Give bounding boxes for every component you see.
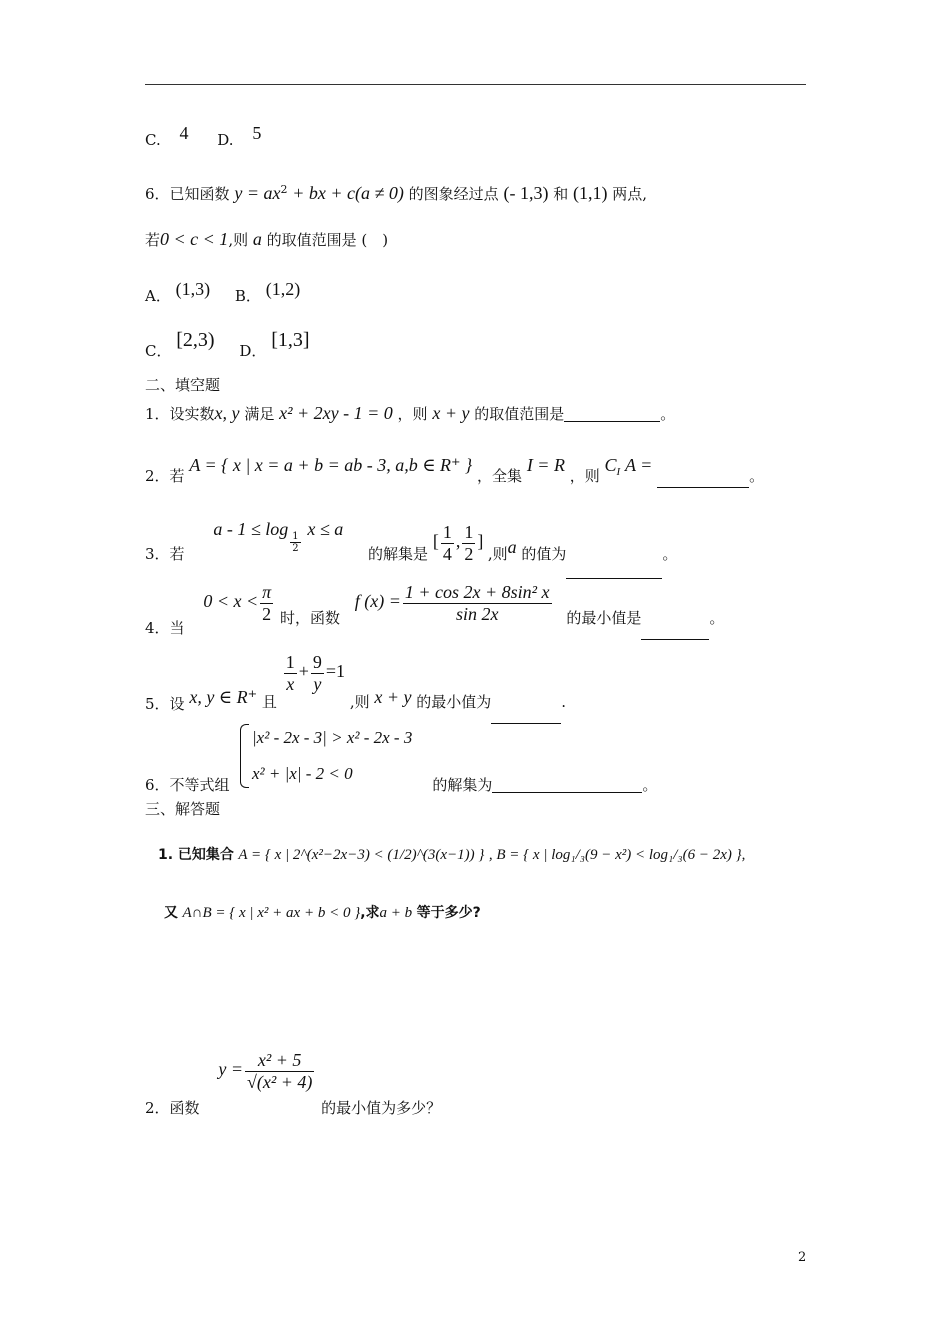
f4-suffix: 的最小值是 xyxy=(566,609,642,628)
f4-pi-num: π xyxy=(262,582,272,602)
options-row-prev xyxy=(145,123,262,149)
q6-option-b: (1,2) xyxy=(265,279,301,299)
q6-suffix: 两点, xyxy=(612,185,648,203)
q6-cond-mid: ,则 xyxy=(228,231,249,249)
fill-question-5 xyxy=(145,652,567,714)
f1-equation: x² + 2xy - 1 = 0 xyxy=(279,403,393,423)
q6-function-rest: + bx + c(a ≠ 0) xyxy=(292,183,404,203)
q6-cond-suffix: 的取值范围是 ( ) xyxy=(266,231,389,249)
f4-func-left: f (x) = xyxy=(354,591,401,612)
f3-sol-close: ] xyxy=(477,531,484,552)
option-c-value: 4 xyxy=(179,123,189,143)
f3-log-base-den: 2 xyxy=(292,543,299,555)
option-d-label: D. xyxy=(217,131,234,149)
f1-suffix: 的取值范围是 xyxy=(474,405,565,423)
q6-option-a: (1,3) xyxy=(175,279,211,299)
f1-vars: x, y xyxy=(214,403,240,423)
f3-ineq-left: a - 1 ≤ log xyxy=(213,519,289,540)
q6-function: y = ax xyxy=(234,183,281,203)
f3-log-base-num: 1 xyxy=(292,530,299,542)
f6-prefix: 6．不等式组 xyxy=(145,776,230,794)
f4-end: 。 xyxy=(709,609,725,628)
f5-vars: x, y ∈ R⁺ xyxy=(189,687,258,708)
f5-answer-blank[interactable] xyxy=(491,709,561,724)
fill-question-4 xyxy=(145,582,725,638)
f4-prefix: 4．当 xyxy=(145,619,185,638)
f5-frac-1 xyxy=(284,652,297,694)
q6-var-a: a xyxy=(252,229,262,249)
q6-cond-prefix: 若 xyxy=(145,231,161,249)
f3-sol-n2: 1 xyxy=(464,522,474,542)
f5-prefix: 5．设 xyxy=(145,695,185,714)
f4-mid: 时，函数 xyxy=(279,609,340,628)
f5-mid2: ,则 xyxy=(349,693,370,712)
f4-answer-blank[interactable] xyxy=(641,625,709,640)
f3-suffix: 的值为 xyxy=(521,545,567,564)
solve-question-1 xyxy=(158,848,745,863)
f6-answer-blank[interactable] xyxy=(492,778,642,793)
q6-condition: 0 < c < 1 xyxy=(160,229,229,249)
f1-mid2: ，则 xyxy=(397,405,428,423)
f3-solution xyxy=(432,522,488,564)
q6-option-b-label: B． xyxy=(234,287,261,305)
f5-n1: 1 xyxy=(285,652,295,672)
q6-option-d: [1,3] xyxy=(271,329,310,351)
f4-fraction xyxy=(403,582,552,624)
f3-ineq-right: x ≤ a xyxy=(307,519,344,540)
f6-suffix: 的解集为 xyxy=(432,776,493,794)
q6-options-cd xyxy=(145,329,310,360)
option-d-value: 5 xyxy=(252,123,262,143)
f5-plus: + xyxy=(298,661,309,682)
f3-prefix: 3．若 xyxy=(145,545,185,564)
q6-mid: 的图象经过点 xyxy=(408,185,499,203)
s2-fraction xyxy=(245,1050,314,1092)
question-6: 6．已知函数 $y = ax^2$ + bx + c(a ≠ 0) 的图象经过点 (- 1,3) 和 (1,1) 两点, xyxy=(145,183,648,203)
f3-inequality xyxy=(213,520,343,555)
f1-expression: x + y xyxy=(432,403,470,423)
q6-option-c-label: C． xyxy=(145,342,172,360)
f2-complement: C xyxy=(604,455,617,475)
f2-complement-rest: A = xyxy=(625,455,653,475)
f3-sol-comma: , xyxy=(455,531,461,552)
solve-question-1-line-2 xyxy=(164,906,481,921)
f2-mid: ，全集 xyxy=(477,467,523,485)
f3-sol-d2: 2 xyxy=(464,543,474,564)
f2-universe: I = R xyxy=(526,455,565,475)
fill-question-1 xyxy=(145,404,675,422)
q6-options-ab xyxy=(145,279,301,305)
q6-option-c: [2,3) xyxy=(176,329,215,351)
s1-line2-expr: a + b xyxy=(379,905,413,921)
s2-suffix: 的最小值为多少？ xyxy=(321,1099,442,1118)
f3-mid: 的解集是 xyxy=(368,545,429,564)
f3-end: 。 xyxy=(662,545,678,564)
q6-and: 和 xyxy=(553,185,569,203)
f3-sol-frac-1 xyxy=(441,522,454,564)
f4-numerator: 1 + cos 2x + 8sin² x xyxy=(404,582,550,602)
fill-question-6 xyxy=(145,778,657,793)
f4-denominator: sin 2x xyxy=(455,603,499,624)
option-c-label: C. xyxy=(145,131,161,149)
f6-row-1: |x² - 2x - 3| > x² - 2x - 3 xyxy=(252,728,413,747)
s2-prefix: 2．函数 xyxy=(145,1099,200,1118)
section-3-title: 三、解答题 xyxy=(145,800,221,818)
fill-question-2 xyxy=(145,455,765,485)
f2-prefix: 2．若 xyxy=(145,467,185,485)
f3-log-base xyxy=(290,531,300,555)
f5-eq: =1 xyxy=(325,661,346,682)
header-rule xyxy=(145,84,806,85)
f4-cond-left: 0 < x < xyxy=(203,591,259,612)
q6-option-d-label: D． xyxy=(239,342,267,360)
f3-sol-open: [ xyxy=(432,531,439,552)
f1-end: 。 xyxy=(660,405,676,423)
f5-end: . xyxy=(561,693,567,712)
f4-pi-den: 2 xyxy=(262,603,272,624)
section-2-title: 二、填空题 xyxy=(145,376,221,394)
q6-option-a-label: A． xyxy=(145,287,171,305)
q6-prefix: 6．已知函数 xyxy=(145,185,230,203)
q6-point-1: (- 1,3) xyxy=(503,183,549,203)
s2-denominator: √(x² + 4) xyxy=(246,1071,313,1092)
f3-mid2: ,则 xyxy=(487,545,508,564)
f5-mid: 且 xyxy=(261,693,277,712)
f1-mid: 满足 xyxy=(244,405,275,423)
f1-answer-blank[interactable] xyxy=(564,407,660,422)
f3-answer-blank[interactable] xyxy=(566,564,662,579)
s1-line2-pre: 又 xyxy=(164,905,178,921)
solve-question-2 xyxy=(145,1050,442,1118)
s1-label: 1. 已知集合 xyxy=(158,847,234,863)
f2-end: 。 xyxy=(749,467,765,485)
f2-set: A = { x | x = a + b = ab - 3, a,b ∈ R⁺ } xyxy=(189,455,473,475)
f5-n2: 9 xyxy=(312,652,322,672)
f5-expression: x + y xyxy=(374,687,412,708)
f4-pi-half xyxy=(260,582,273,624)
f5-suffix: 的最小值为 xyxy=(416,693,492,712)
s1-line2-question: ,求 xyxy=(360,905,380,921)
s1-line2-end: 等于多少? xyxy=(416,905,481,921)
f2-mid2: ，则 xyxy=(569,467,600,485)
question-6-condition xyxy=(145,230,388,248)
f3-var-a: a xyxy=(507,537,517,558)
s1-line2-set: A∩B = { x | x² + ax + b < 0 } xyxy=(182,905,361,921)
f5-d1: x xyxy=(286,673,295,694)
f6-row-2: x² + |x| - 2 < 0 xyxy=(252,764,353,783)
f2-complement-sub: I xyxy=(616,466,621,478)
s2-numerator: x² + 5 xyxy=(245,1050,314,1072)
q6-point-2: (1,1) xyxy=(573,183,608,203)
s1-set-a: A = { x | 2^(x²−2x−3) < (1/2)^(3(x−1)) } xyxy=(238,847,485,863)
f3-sol-n1: 1 xyxy=(442,522,452,542)
f1-prefix: 1．设实数 xyxy=(145,405,215,423)
f3-sol-frac-2 xyxy=(462,522,475,564)
f6-end: 。 xyxy=(642,776,658,794)
s2-lhs: y = xyxy=(218,1059,243,1080)
f5-frac-2 xyxy=(311,652,324,694)
f3-sol-d1: 4 xyxy=(442,543,452,564)
page-number: 2 xyxy=(798,1250,807,1265)
s1-set-b: , B = { x | log₁/₃(9 − x²) < log₁/₃(6 − 2x) }, xyxy=(488,847,746,863)
f2-answer-blank[interactable] xyxy=(657,473,749,488)
fill-question-3 xyxy=(145,510,678,564)
f5-d2: y xyxy=(313,673,322,694)
